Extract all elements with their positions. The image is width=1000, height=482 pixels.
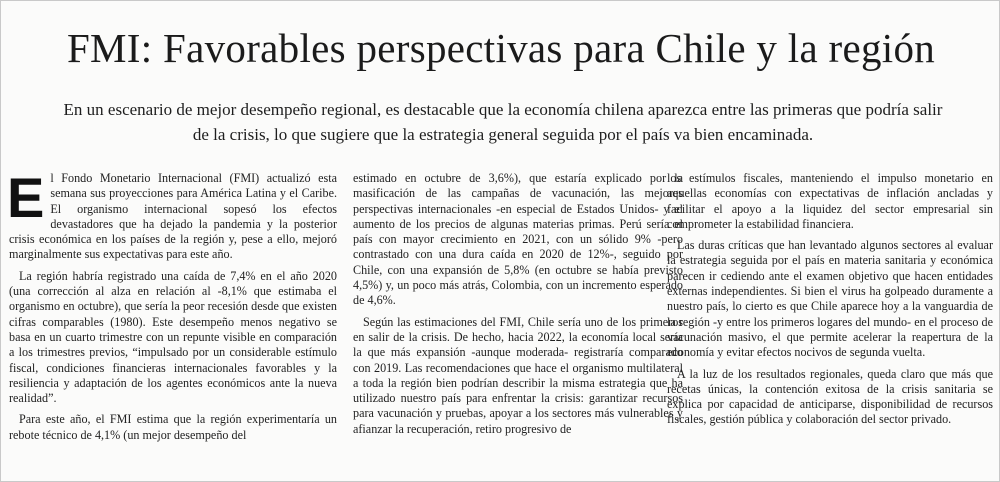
headline: FMI: Favorables perspectivas para Chile y la región [66, 25, 936, 71]
article-body [7, 166, 993, 477]
column-3 [667, 171, 993, 434]
column-2 [353, 171, 683, 443]
paragraph-text: l Fondo Monetario Internacional (FMI) actualizó esta semana sus proyecciones para América Latina y el Caribe. El organismo internacional sopesó los efectos devastadores que ha dejado la pandemia y la posterior crisis económica en los países de la región y, pese a ello, mejoró marginalmente sus expectativas para este año. [9, 171, 337, 262]
paragraph: los estímulos fiscales, manteniendo el impulso monetario en aquellas economías con expectativas de inflación ancladas y facilitar el apoyo a la liquidez del sector empresarial sin comprometer la estabilidad financiera. [667, 171, 993, 231]
paragraph: A la luz de los resultados regionales, queda claro que más que recetas únicas, la contención exitosa de la crisis sanitaria se explica por capacidad de anticiparse, disponibilidad de recursos fiscales, gestión pública y colaboración del sector privado. [667, 366, 993, 427]
deck-summary: En un escenario de mejor desempeño regional, es destacable que la economía chilena aparezca entre las primeras que podría salir de la crisis, lo que sugiere que la estrategia general seguida por el país va bien encaminada. [63, 100, 943, 144]
paragraph [7, 166, 337, 263]
paragraph: Según las estimaciones del FMI, Chile sería uno de los primeros en salir de la crisis. De hecho, hacia 2022, la economía local sería la que más expansión -aunque moderada- registraría comparado con 2019. Las recomendaciones que hace el organismo multilateral a toda la región bien podrían describir la misma estrategia que ha utilizado nuestro país para enfrentar la crisis: garantizar recursos para vacunación y pruebas, apoyar a los sectores más vulnerables y afianzar la recuperación, retiro progresivo de [353, 314, 683, 436]
column-1 [7, 166, 337, 449]
paragraph: Para este año, el FMI estima que la región experimentaría un rebote técnico de 4,1% (un mejor desempeño del [9, 412, 337, 442]
paragraph: estimado en octubre de 3,6%), que estaría explicado por la masificación de las campañas de vacunación, las mejores perspectivas internacionales -en especial de Estados Unidos- y el aumento de los precios de algunas materias primas. Perú sería el país con mayor crecimiento en 2021, con un sólido 9% -pero contrastado con una dura caída en 2020 de 12%-, seguido por Chile, con una expansión de 5,8% (en octubre se había previsto 4,5%) y, un poco más atrás, Colombia, con un incremento esperado de 4,6%. [353, 171, 683, 308]
paragraph: Las duras críticas que han levantado algunos sectores al evaluar la estrategia seguida por el país en materia sanitaria y económica parecen ir cediendo ante el examen objetivo que hacen entidades externas independientes. Si bien el virus ha golpeado duramente a nuestro país, lo cierto es que Chile aparece hoy a la vanguardia de la región -y entre los primeros logares del mundo- en el proceso de vacunación masivo, el que permite acelerar la reapertura de la economía y evitar efectos nocivos de segunda vuelta. [667, 238, 993, 360]
paragraph: La región habría registrado una caída de 7,4% en el año 2020 (una corrección al alza en relación al -8,1% que estimaba el organismo en octubre), que sería la peor recesión desde que existen cifras comparables (1980). Este desempeño menos negativo se basa en un cuarto trimestre con un repunte visible en comparación a los trimestres previos, “impulsado por un considerable estímulo fiscal, condiciones financieras internacionales favorables y la resiliencia y adaptación de los agentes económicos ante la nueva realidad”. [9, 268, 337, 406]
drop-cap: E [7, 166, 45, 229]
